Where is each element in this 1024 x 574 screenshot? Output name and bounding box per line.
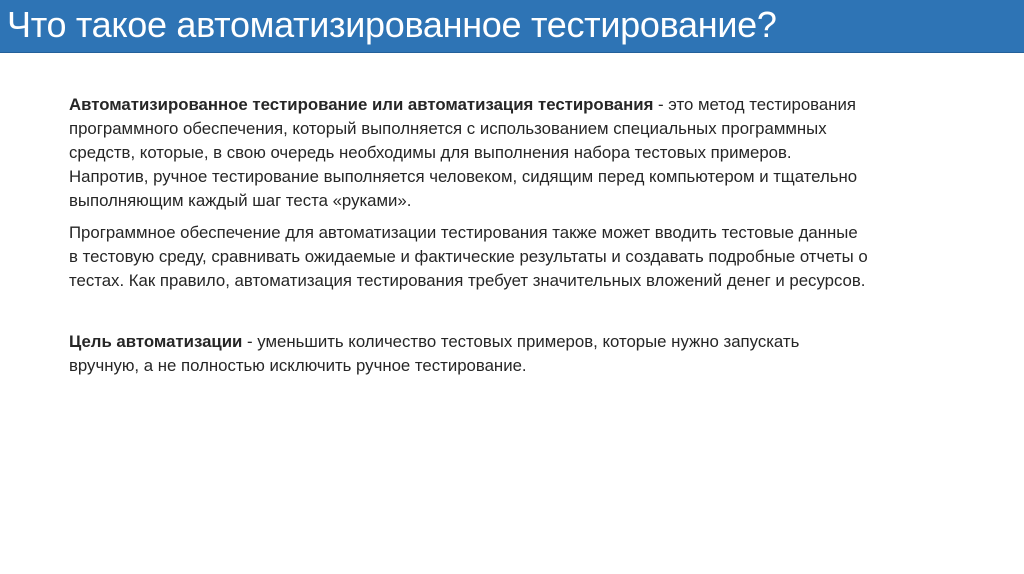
paragraph-goal [69, 330, 869, 378]
goal-term: Цель автоматизации [69, 332, 243, 351]
paragraph-software [69, 221, 869, 293]
title-bar [0, 0, 1024, 53]
definition-text: - это метод тестирования программного обеспечения, который выполняется с использованием специальных программных средств, которые, в свою очередь необходимы для выполнения набора тестовых примеров. Напротив, ручное тестирование выполняется человеком, сидящим перед компьютером и тщательно выполняющим каждый шаг теста «руками». [69, 95, 858, 210]
software-text: Программное обеспечение для автоматизации тестирования также может вводить тестовые данные в тестовую среду, сравнивать ожидаемые и фактические результаты и создавать подробные отчеты о тестах. Как правило, автоматизация тестирования требует значительных вложений денег и ресурсов. [69, 223, 868, 290]
paragraph-definition [69, 93, 869, 213]
slide-content [69, 93, 869, 378]
slide-title: Что такое автоматизированное тестирование? [7, 4, 777, 45]
definition-term: Автоматизированное тестирование или автоматизация тестирования [69, 95, 654, 114]
goal-text: - уменьшить количество тестовых примеров, которые нужно запускать вручную, а не полностью исключить ручное тестирование. [69, 332, 800, 375]
